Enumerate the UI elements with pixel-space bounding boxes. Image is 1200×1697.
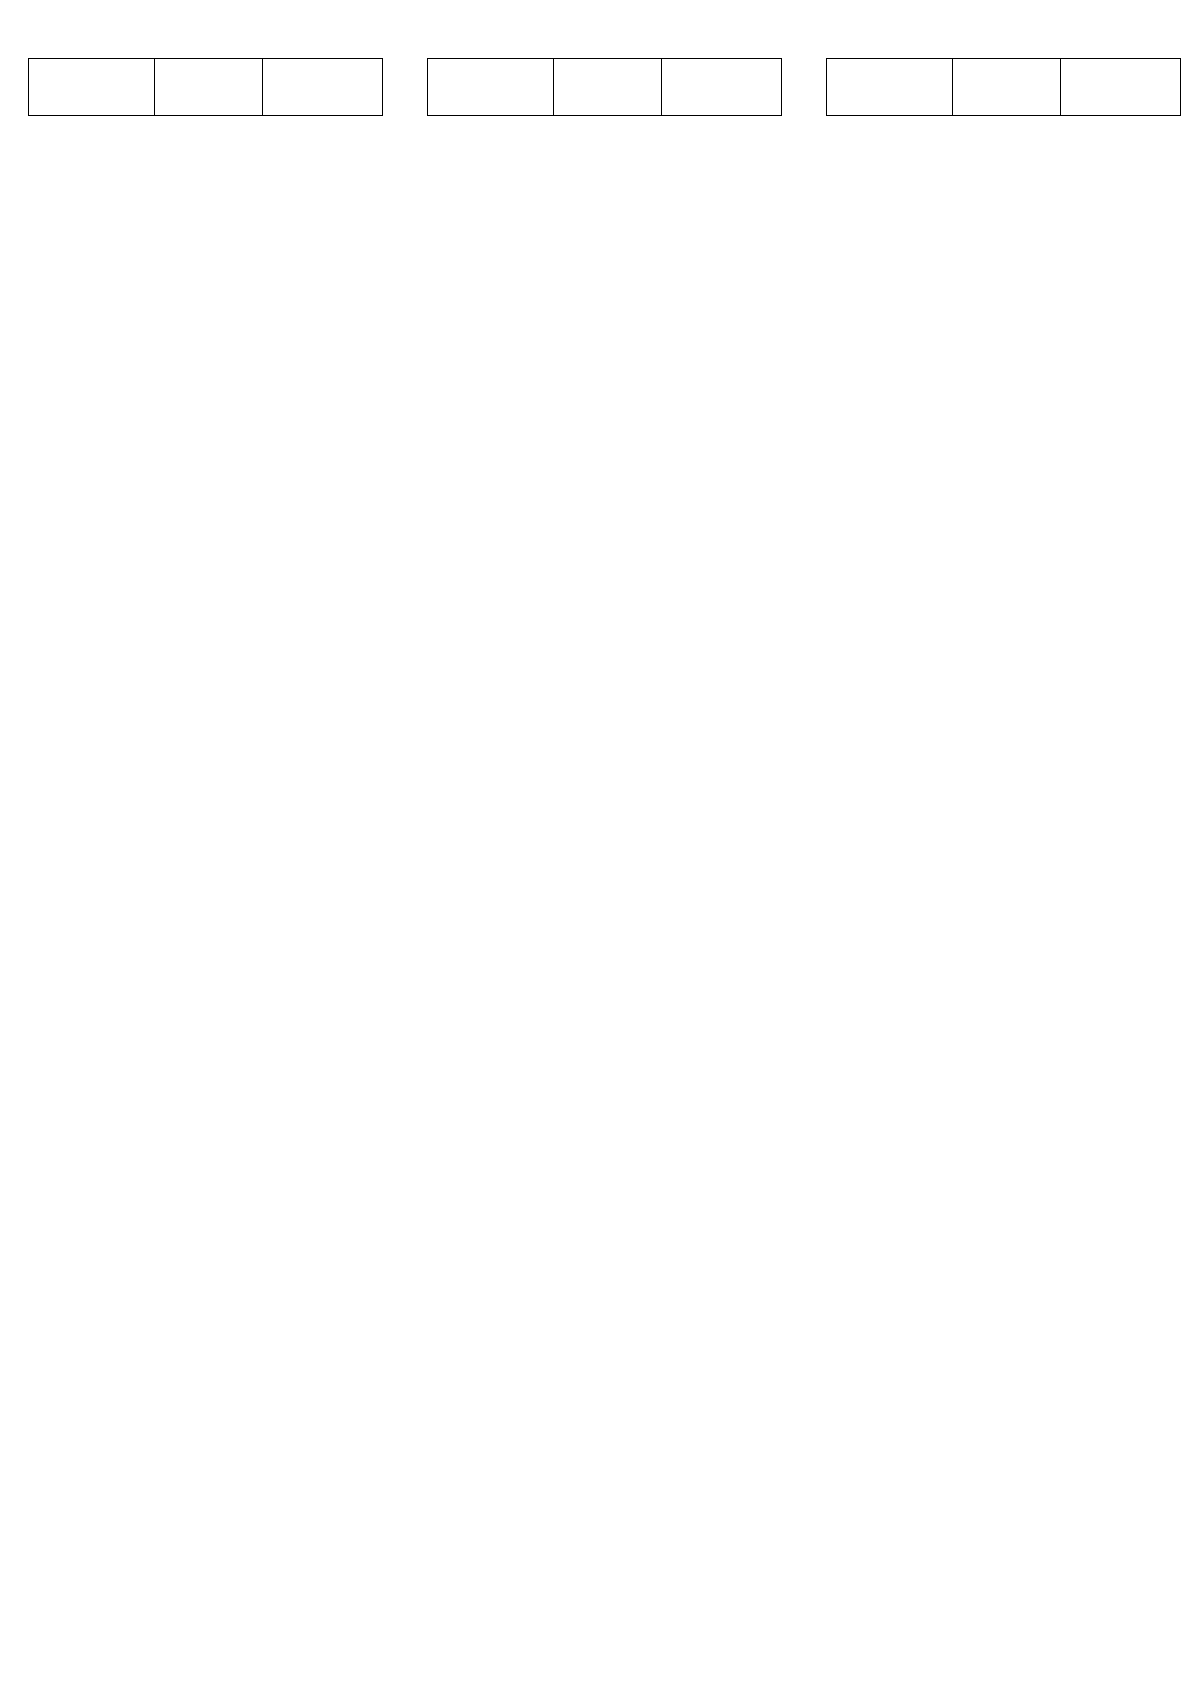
header-point-number <box>428 59 554 116</box>
header-y <box>662 59 782 116</box>
coordinate-table-3 <box>826 58 1181 116</box>
coordinate-table-2 <box>427 58 782 116</box>
header-x <box>155 59 263 116</box>
header-y <box>263 59 383 116</box>
header-row <box>827 59 1181 116</box>
header-x <box>953 59 1061 116</box>
header-point-number <box>827 59 953 116</box>
header-x <box>554 59 662 116</box>
coordinate-table-1 <box>28 58 383 116</box>
header-row <box>428 59 782 116</box>
header-point-number <box>29 59 155 116</box>
header-y <box>1061 59 1181 116</box>
header-row <box>29 59 383 116</box>
